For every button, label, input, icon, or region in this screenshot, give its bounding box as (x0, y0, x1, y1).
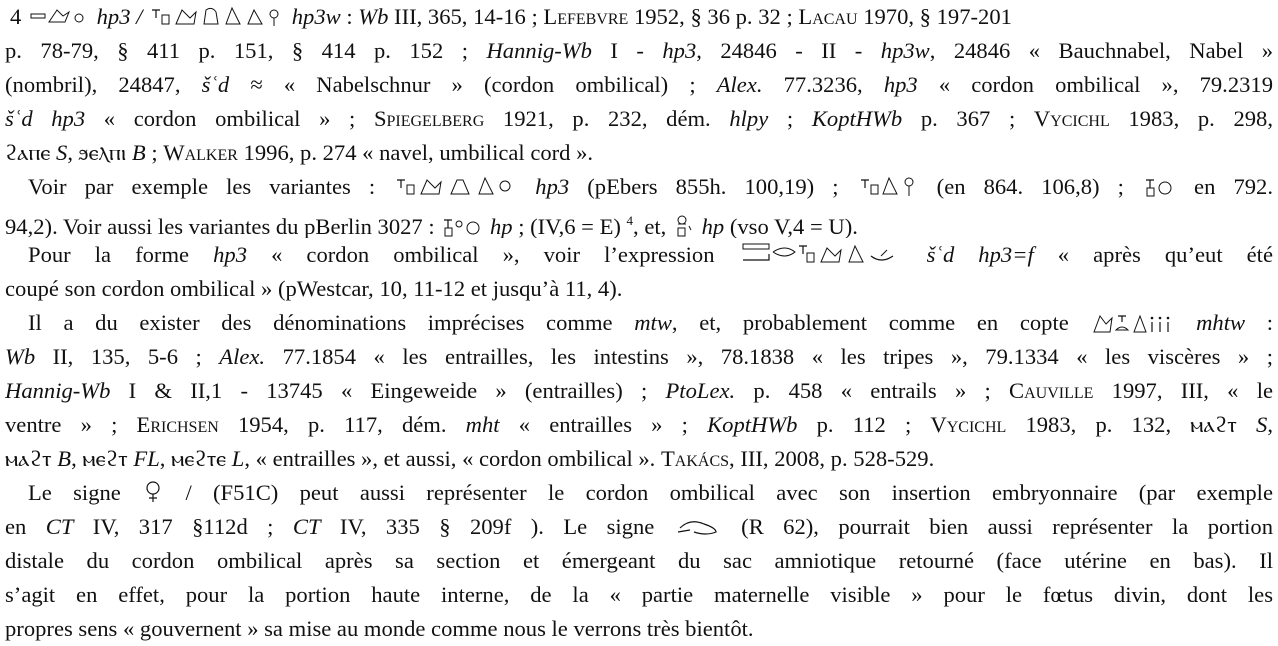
transliteration: hp3 (213, 242, 248, 267)
text-segment: 77.3236, (762, 72, 884, 97)
hieroglyph-group-hp3-icon (29, 4, 89, 28)
reference-kopthwb: KoptHWb (811, 106, 903, 131)
text-segment: « cordon ombilical », 79.2319 (917, 72, 1273, 97)
text-segment: (pEbers 855h. 100,19) ; (569, 174, 857, 199)
coptic-word: ϩⲁⲡⲉ (5, 140, 57, 165)
text-segment: ; (IV,6 = E) (512, 214, 627, 238)
reference-ct: CT (45, 514, 74, 539)
paragraph-5-line-5 (5, 612, 1273, 646)
author-name: Vycichl (930, 412, 1007, 437)
transliteration: hp3w (880, 38, 930, 63)
text-segment: p. 458 « entrails » ; (735, 378, 1010, 403)
coptic-word: , ⲙⲉϩⲧ (71, 446, 134, 471)
paragraph-4-line-5 (5, 442, 1273, 476)
text-segment: en 792. (1175, 174, 1273, 199)
text-segment: : (340, 4, 359, 29)
dialect-label: B (131, 140, 146, 165)
paragraph-5-line-4 (5, 578, 1273, 612)
text-segment: (nombril), 24847, (5, 72, 202, 97)
text-segment: « cordon ombilical » ; (85, 106, 374, 131)
text-segment: I & II,1 - 13745 « Eingeweide » (entrailles) ; (110, 378, 666, 403)
paragraph-1-line-1 (10, 0, 1273, 34)
text-segment: I - (591, 38, 663, 63)
author-name: Lefebvre (543, 4, 629, 29)
dialect-label: B (57, 446, 72, 471)
transliteration: hp (484, 214, 513, 238)
text-segment: p. 78-79, § 411 p. 151, § 414 p. 152 ; (5, 38, 487, 63)
transliteration: mtw (634, 310, 672, 335)
text-segment: 1952, § 36 p. 32 ; (628, 4, 799, 29)
transliteration: hp3 (517, 174, 570, 199)
reference-hannig: Hannig-Wb (486, 38, 592, 63)
transliteration: mhtw (1174, 310, 1246, 335)
text-segment: « cordon ombilical », voir l’expression (247, 242, 739, 267)
reference-alex: Alex. (716, 72, 763, 97)
transliteration: šʿd hp3 (5, 106, 86, 131)
paragraph-3-line-2 (5, 272, 1273, 306)
text-segment: (en 864. 106,8) ; (918, 174, 1142, 199)
text-segment: en (5, 514, 46, 539)
text-segment: s’agit en effet, pour la portion haute interne, de la « partie maternelle visible » pour le fœtus divin, dont les (5, 582, 1273, 607)
paragraph-4-line-3 (5, 374, 1273, 408)
dialect-label: S (1256, 412, 1268, 437)
text-segment: , et, probablement comme en copte (671, 310, 1091, 335)
text-segment: ≈ « Nabelschnur » (cordon ombilical) ; (229, 72, 717, 97)
text-segment: ; (768, 106, 812, 131)
paragraph-2-line-2 (5, 204, 1273, 238)
paragraph-4-line-2 (5, 340, 1273, 374)
text-segment: 77.1854 « les entrailles, les intestins », 78.1838 « les tripes », 79.1334 « les viscères » ; (265, 344, 1273, 369)
reference-alex: Alex. (219, 344, 266, 369)
text-segment: , 24846 « Bauchnabel, Nabel » (929, 38, 1273, 63)
paragraph-4-line-1 (28, 306, 1273, 340)
text-segment: , 24846 - II - (696, 38, 881, 63)
text-segment: 1970, § 197-201 (857, 4, 1012, 29)
text-segment: , (1267, 412, 1273, 437)
text-segment: « après qu’eut été (1033, 242, 1273, 267)
text-segment: 1996, p. 274 « navel, umbilical cord ». (237, 140, 594, 165)
text-segment: 94,2). Voir aussi les variantes du pBerlin 3027 : (5, 214, 441, 238)
hieroglyph-group-ebers-864-icon (859, 174, 917, 198)
text-segment: , « entrailles », et aussi, « cordon ombilical ». (244, 446, 661, 471)
text-segment: (vso V,4 = U). (724, 214, 858, 238)
paragraph-5-line-1 (28, 476, 1273, 510)
author-name: Takács (660, 446, 730, 471)
paragraph-3-line-1 (28, 238, 1273, 272)
author-name: Spiegelberg (373, 106, 485, 131)
dialect-label: L (231, 446, 245, 471)
author-name: Vycichl (1033, 106, 1110, 131)
text-segment: ventre » ; (5, 412, 137, 437)
transliteration: hp3 / (90, 4, 149, 29)
text-segment: Il a du exister des dénominations imprécises comme (28, 310, 635, 335)
transliteration: hp3 (883, 72, 918, 97)
text-segment: , et, (633, 214, 672, 238)
transliteration: hp3w (286, 4, 341, 29)
text-segment: : (1245, 310, 1273, 335)
author-name: Cauville (1009, 378, 1094, 403)
hieroglyph-group-berlin-E-icon (442, 214, 482, 238)
text-segment: IV, 335 § 209f ). Le signe (320, 514, 674, 539)
hieroglyph-group-mhtw-icon (1092, 310, 1172, 334)
text-segment: / (F51C) peut aussi représenter le cordon ombilical avec son insertion embryonnaire (par exemple (164, 480, 1273, 505)
text-segment: p. 367 ; (902, 106, 1034, 131)
text-segment: II, 135, 5-6 ; (35, 344, 220, 369)
text-segment: 1921, p. 232, dém. (484, 106, 730, 131)
text-segment: 1983, p. 132, ⲙⲁϩⲧ (1006, 412, 1257, 437)
transliteration: mht (465, 412, 500, 437)
text-segment: distale du cordon ombilical après sa section et émergeant du sac amniotique retourné (face utérine en bas). Il (5, 548, 1273, 573)
coptic-word: , ⲙⲉϩⲧⲉ (159, 446, 232, 471)
hieroglyph-group-berlin-U-icon (674, 214, 694, 238)
reference-kopthwb: KoptHWb (707, 412, 798, 437)
text-segment: Le signe (28, 480, 143, 505)
reference-ptolex: PtoLex. (665, 378, 736, 403)
reference-ct: CT (292, 514, 321, 539)
text-segment: 1983, p. 298, (1109, 106, 1273, 131)
author-name: Erichsen (136, 412, 219, 437)
text-segment: III, 365, 14-16 ; (388, 4, 544, 29)
coptic-word: ⲙⲁϩⲧ (5, 446, 58, 471)
text-segment: , III, 2008, p. 528-529. (729, 446, 935, 471)
dialect-label: S (56, 140, 68, 165)
text-segment: coupé son cordon ombilical » (pWestcar, 10, 11-12 et jusqu’à 11, 4). (5, 276, 623, 301)
footnote-number: 4 (10, 4, 27, 29)
text-segment: 1997, III, « le (1093, 378, 1273, 403)
transliteration: šʿd (201, 72, 230, 97)
hieroglyph-R62-icon (676, 514, 720, 538)
hieroglyph-group-ebers-855h-icon (395, 174, 515, 198)
text-segment: propres sens « gouvernent » sa mise au monde comme nous le verrons très bientôt. (5, 616, 754, 641)
hieroglyph-F51C-icon (144, 480, 162, 504)
paragraph-1-line-3 (5, 68, 1273, 102)
paragraph-1-line-5 (5, 136, 1273, 170)
text-segment: Voir par exemple les variantes : (28, 174, 394, 199)
hieroglyph-group-westcar-icon (741, 240, 901, 266)
reference-wb: Wb (5, 344, 36, 369)
paragraph-4-line-4 (5, 408, 1273, 442)
text-segment: (R 62), pourrait bien aussi représenter la portion (721, 514, 1273, 539)
reference-wb: Wb (358, 4, 389, 29)
paragraph-1-line-2 (5, 34, 1273, 68)
paragraph-2-line-1 (28, 170, 1273, 204)
transliteration: šʿd hp3=f (902, 242, 1034, 267)
text-segment: p. 112 ; (797, 412, 931, 437)
dialect-label: FL (133, 446, 160, 471)
text-segment: « entrailles » ; (499, 412, 708, 437)
text-segment: 1954, p. 117, dém. (218, 412, 466, 437)
text-segment: ; (145, 140, 164, 165)
transliteration: hp (695, 214, 725, 238)
hieroglyph-group-ebers-792-icon (1144, 174, 1174, 198)
author-name: Lacau (798, 4, 858, 29)
text-segment: Pour la forme (28, 242, 214, 267)
reference-hannig: Hannig-Wb (5, 378, 111, 403)
footnote-ref: 4 (626, 213, 634, 228)
text-segment: IV, 317 §112d ; (73, 514, 293, 539)
hieroglyph-group-hp3w-icon (150, 4, 284, 28)
transliteration: hp3 (662, 38, 697, 63)
coptic-word: , ϧⲉⲗⲡⲓ (67, 140, 132, 165)
author-name: Walker (163, 140, 238, 165)
transliteration: hlpy (729, 106, 769, 131)
paragraph-1-line-4 (5, 102, 1273, 136)
paragraph-5-line-3 (5, 544, 1273, 578)
paragraph-5-line-2 (5, 510, 1273, 544)
